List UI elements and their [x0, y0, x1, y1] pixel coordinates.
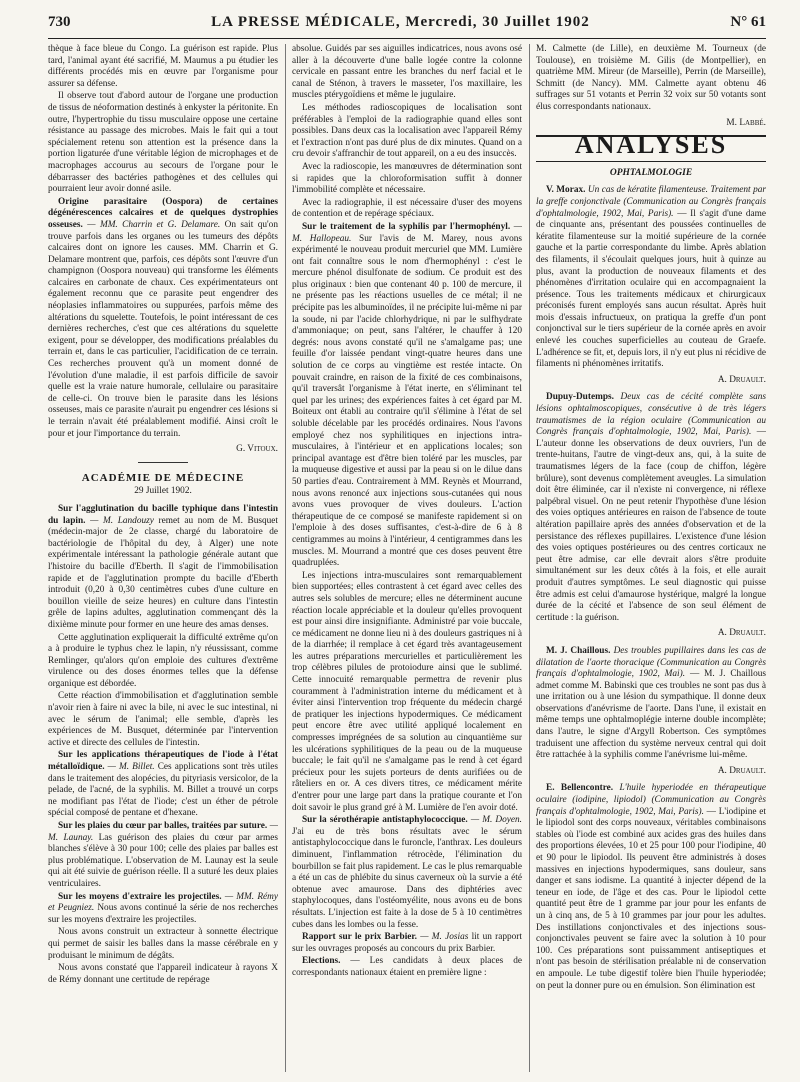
article	[292, 932, 522, 955]
column-divider	[285, 44, 286, 1072]
analyses-title: ANALYSES	[574, 130, 728, 160]
journal-title: LA PRESSE MÉDICALE, Mercredi, 30 Juillet 1902	[211, 14, 590, 30]
paragraph: Cette réaction d'immobilisation et d'agglutination semble n'avoir rien à faire ni avec la bile, ni avec le suc intestinal, ni avec le sérum de l'animal; elle semble, d'après les expériences de M. Busquet, déterminée par l'intervention active et directe des cellules de l'intestin.	[48, 691, 278, 748]
article-authors: — MM. Rémy et Peugniez.	[48, 891, 278, 914]
article-title: Sur le traitement de la syphilis par l'hermophényl.	[302, 221, 511, 232]
paragraph: Les méthodes radioscopiques de localisation sont préférables à l'emploi de la radiographie quand elles sont possibles. Dans deux cas la localisation avec l'appareil Rémy et l'extraction n'ont pas duré plus de dix minutes. Quand on a cru devoir s'affranchir de tout appareil, on a eu des insuccès.	[292, 102, 522, 160]
abstract	[536, 783, 766, 992]
article-text: Ces applications sont très utiles dans le traitement des alopécies, du pityriasis versicolor, de la pelade, de l'acné, de la syphilis. M. Billet a trouvé un corps ne modifiant pas l'état de l'iode; c'est un éther de pétrole spécial composé de pentane et d'hexane.	[48, 762, 278, 819]
abstract-title: Un cas de kératite filamenteuse. Traitement par la greffe conjonctivale (Communication au Congrès français d'ophtalmologie, 1902, Mai, Paris).	[536, 185, 766, 219]
abstract-title: L'huile hyperiodée en thérapeutique oculaire (iodipine, lipiodol) (Communication au Congrès français d'ophtalmologie, 1902, Mai, Paris).	[536, 783, 766, 817]
analyses-banner	[536, 130, 766, 162]
article-authors: — M. Josias	[420, 932, 469, 943]
article-text: remet au nom de M. Busquet (médecin-major de 2e classe, chargé du laboratoire de bactériologie de l'hôpital du dey, à Alger) une note expérimentale intéressant la pathologie générale autant que l'histoire du bacille d'Eberth. Il s'agit de l'immobilisation rapide et de l'agglutination prompte du bacille d'Eberth introduit (0,20 à 0,30 centimètres cubes d'une culture en bouillon vieille de seize heures) en culture dans l'intestin grêle de lapins adultes, agglutination commençant dès la dixième minute pour former en une heure des amas denses.	[48, 515, 278, 630]
signature: G. Vitoux.	[236, 444, 278, 455]
abstract-text: — L'auteur donne les observations de deux ouvriers, l'un de trente-huitans, l'autre de vingt-deux ans, qui, à la suite de traumatismes légers de la face (coup de chiffon, légère brûlure), sont devenus complètement aveugles. La simulation doit être éliminée, car il n'existe ni convergence, ni réflexe palpébral visuel. On ne peut retenir l'hypothèse d'une lésion des voies optiques antérieures en raison de l'absence de toute altération papillaire après des années d'observation et de la persistance des réflexes pupillaires. L'existence d'une lésion des voies optiques postérieures ou des centres corticaux ne peut être admise, car elle devrait alors s'être produite simultanément sur les deux côtés à la fois, et elle aurait produit d'autres symptômes. Le seul diagnostic qui puisse être admis est celui d'amaurose hystérique, malgré la longue durée de la cécité et l'absence de son seul élément de certitude : la guérison.	[536, 427, 766, 623]
article-text: Las guérison des plaies du cœur par armes blanches s'élève à 30 pour 100; celle des plaies par balles est plus problématique. L'observation de M. Launay est la seule qui ait été suivie de guérison réelle. Il a suturé les deux plaies ventriculaires.	[48, 832, 278, 889]
article	[48, 892, 278, 927]
article-title: Origine parasitaire (Oospora) de certaines dégénérescences calcaires et de quelques dystrophies osseuses.	[48, 196, 278, 230]
article-authors: — M. Launay.	[48, 821, 278, 843]
article-text: Nous avons continué la série de nos recherches sur les moyens d'extraire les projectiles.	[48, 903, 278, 925]
abstract	[536, 646, 766, 762]
paragraph: absolue. Guidés par ses aiguilles indicatrices, nous avons osé aller à la découverte d'une balle logée contre la colonne cervicale en passant entre les branches du nerf facial et le canal de Sténon, à travers le masseter, l'os maxillaire, les muscles ptérygoïdiens et même le jugulaire.	[292, 44, 522, 101]
article	[48, 504, 278, 632]
paragraph: thèque à face bleue du Congo. La guérison est rapide. Plus tard, l'animal ayant été sacrifié, M. Maumus a pu étudier les différents procédés mis en œuvre par l'organisme pour assurer sa défense.	[48, 44, 278, 89]
abstract-author: E. Bellencontre.	[546, 783, 614, 794]
article-text: — Les candidats à deux places de correspondants nationaux étaient en première ligne :	[292, 956, 522, 978]
paragraph: Il observe tout d'abord autour de l'organe une production de tissus de néoformation destinés à enkyster la péritonite. En outre, l'hypertrophie du tissu musculaire oppose une certaine résistance au passage des microbes. Mais le fait qui a tout spécialement retenu son attention est la présence dans la portion ligaturée d'une véritable légion de microphages et de macrophages accourus au secours de l'organe pour le débarrasser des bactéries pathogènes et des cellules qui pourraient leur avoir donné asile.	[48, 91, 278, 195]
paragraph: Avec la radioscopie, les manœuvres de détermination sont si rapides que la chloroformisation suffit à donner l'immobilité complète et nécessaire.	[292, 161, 522, 196]
columns	[48, 44, 766, 1072]
abstract	[536, 392, 766, 624]
abstract-title: Des troubles pupillaires dans les cas de dilatation de l'aorte thoracique (Communication au Congrès français d'ophtalmologie, 1902, Mai).	[536, 645, 766, 680]
article-title: Sur la sérothérapie antistaphylococcique.	[302, 815, 468, 826]
article	[48, 821, 278, 891]
article-authors: — M. Doyen.	[470, 815, 522, 826]
article-authors: — M. Landouzy	[90, 515, 154, 526]
page-header	[48, 14, 766, 36]
paragraph: Avec la radiographie, il est nécessaire d'user des moyens de contention et de repérage spéciaux.	[292, 197, 522, 220]
header-rule	[48, 38, 766, 39]
article-text: J'ai eu de très bons résultats avec le sérum antistaphylococcique dans le furoncle, l'anthrax. Les douleurs diminuent, l'inflammation rétrocède, l'élimination du bourbillon se fait plus rapidement. Le cas le plus remarquable a été un cas de phlébite du sinus caverneux où la survie a été obtenue avec amaurose. Dans des diphtéries avec staphylocoques, dans l'ostéomyélite, nous avons eu de bons résultats. L'injection est faite à la dose de 5 à 10 centimètres cubes dans les lombes ou la fesse.	[292, 826, 522, 930]
article-text: lit un rapport sur les ouvrages proposés au concours du prix Barbier.	[292, 932, 522, 954]
abstract-text: — M. J. Chaillous admet comme M. Babinski que ces troubles ne sont pas dus à une irritation ou à une lésion du sympathique. Il donne deux observations d'anévrisme de l'aorte. Dans l'une, il existait en même temps une ophtalmoplégie interne double incomplète; dans l'autre, le signe d'Argyll Robertson. Ces symptômes traduisent une affection du système nerveux central qui doit être rattachée à la syphilis comme l'anévrisme lui-même.	[536, 669, 766, 761]
article	[292, 222, 522, 570]
article	[48, 197, 278, 440]
column-divider	[529, 44, 530, 1072]
abstract-text: — L'iodipine et le lipiodol sont des corps nouveaux, véritables combinaisons stables où l'iode est combiné aux acides gras des huiles dans des proportions élevées, 10 et 25 pour 100 pour l'iodipine, 40 et 90 pour le lipiodol. Ils peuvent être administrés à doses massives en injections hypodermiques, sans douleur, sans danger et sans iodisme. La quantité à injecter dépend de la teneur en iode, de l'âge et des cas. Pour le lipiodol cette quantité peut être de 1 gramme par jour pour les enfants de un à cinq ans, de 5 à 10 grammes par jour pour les adultes. Des instillations conjonctivales et des injections sous-conjonctivales peuvent se faire avec la solution à 10 pour 100. Ces préparations sont puissamment antiseptiques et n'ont pas besoin de stérilisation préalable ni de conservation en ampoule. Le tube digestif tolère bien l'huile hyperiodée; on peut la donner pure ou en émulsion. Son élimination est	[536, 806, 766, 991]
article-authors: — M. Hallopeau.	[292, 221, 522, 244]
article-text: On sait qu'on trouve parfois dans les organes ou les tumeurs des dépôts calcaires dont on ignore les causes. MM. Charrin et G. Delamare montrent que, parfois, ces dépôts sont l'œuvre d'un champignon (Oospora nouveau) qui transforme les éléments calcaires en carbonate de chaux. Ces expérimentateurs ont également reconnu que ce parasite peut engendrer des néoplasies inflammatoires ou suppurées, parfois même des altérations du squelette. Toutefois, le point intéressant de ces dernières recherches, c'est que ces altérations du squelette exigent, pour se développer, des modifications préalables du terrain et, dans le cas particulier, l'acidification de ce terrain. Ces recherches prouvent qu'à un moment donné de l'évolution d'une maladie, il est parfois difficile de savoir quelle est la vraie nature humorale, cellulaire ou parasitaire de celle-ci. On trouve bien le parasite dans les lésions osseuses, mais ce parasite n'aurait pu engendrer ces lésions si le terrain n'avait été préalablement modifié. Ainsi croît le pour et jour l'importance du terrain.	[48, 219, 278, 439]
signature: A. Druault.	[717, 374, 766, 385]
article-authors: — MM. Charrin et G. Delamare.	[87, 219, 221, 230]
abstract-author: V. Morax.	[546, 185, 586, 196]
abstract-title: Deux cas de cécité complète sans lésions ophtalmoscopiques, consécutive à de très légers traumatismes de la région oculaire (Communication au Congrès français d'ophtalmologie, 1902, Mai, Paris).	[536, 392, 766, 438]
article-authors: — M. Billet.	[107, 762, 155, 773]
abstract-author: M. J. Chaillous.	[546, 645, 611, 656]
paragraph: Cette agglutination expliquerait la difficulté extrême qu'on a à produire le typhus chez le lapin, n'y réussissant, comme Remlinger, qu'alors qu'on emploie des cultures d'extrême virulence ou des doses énormes telles que la défense organique est débordée.	[48, 632, 278, 689]
rubric-title: OPHTALMOLOGIE	[609, 167, 693, 178]
column-3	[536, 44, 766, 1072]
paragraph: M. Calmette (de Lille), en deuxième M. Tourneux (de Toulouse), en troisième M. Gilis (de Montpellier), en quatrième MM. Mireur (de Marseille), Perrin (de Marseille), Schmitt (de Nancy). MM. Calmette ayant obtenu 46 suffrages sur 51 votants et Perrin 32 voix sur 50 votants sont élus correspondants nationaux.	[536, 44, 766, 112]
section-date: 29 Juillet 1902.	[134, 486, 192, 497]
paragraph: Nous avons construit un extracteur à sonnette électrique qui permet de saisir les balles dans la masse cérébrale en y produisant le minimum de dégâts.	[48, 927, 278, 961]
article-text: Sur l'avis de M. Marey, nous avons expérimenté le nouveau produit mercuriel que MM. Lumière ont fait connaître sous le nom d'hermophényl : c'est le mercure phénol disulfonate de sodium. Ce produit est des plus originaux : bien que contenant 40 p. 100 de mercure, il ne présente pas les réactions usuelles de ce métal; il ne précipite pas les albuminoïdes, il ne précipite lui-même ni par la soude, ni par l'acide chlorhydrique, ni par le sulfhydrate d'ammoniaque; on peut, sans l'altérer, le chauffer à 120 degrés: nous avons constaté qu'il ne s'amalgame pas; une feuille d'or laissée pendant vingt-quatre heures dans une solution de ce corps au vingtième est restée intacte. On pouvait craindre, en raison de la fixité de ces combinaisons, qu'il traversât l'organisme à l'état inerte, en s'éliminant tel quel par les urines; des expériences faites à cet égard par M. Boiteux ont établi au contraire qu'il s'élimine à l'état de sel soluble décelable par les procédés ordinaires. Nous l'avons employé chez nos syphilitiques en injections intra-musculaires, à l'intérieur et en applications locales; son principal avantage est d'être bien toléré par les muscles, par la muqueuse digestive et aussi par la peau si on le dilue dans 50 parties d'eau. Contrairement à MM. Reynès et Mourrand, nous avons renoncé aux injections sous-cutanées qui nous avons vues provoquer de vives douleurs. L'action thérapeutique de ce composé se manifeste rapidement si on l'emploie à des doses suffisantes, c'est-à-dire de 6 à 8 centigrammes au moins à l'intérieur, 4 centigrammes dans les muscles. M. Mourrand a montré que ces doses peuvent être quadruplées.	[292, 233, 522, 569]
abstract-author: Dupuy-Dutemps.	[546, 392, 614, 403]
paragraph: Les injections intra-musculaires sont remarquablement bien supportées; elles contrastent à cet égard avec celles des autres sels solubles de mercure; elles ne déterminent aucune réaction locale appréciable et la douleur qu'elles provoquent est pour ainsi dire insignifiante. Administré par voie buccale, ce médicament ne donne lieu ni à des douleurs gastriques ni à de la diarrhée; il remplace à cet égard très avantageusement les autres préparations mercurielles et particulièrement les trop célèbres pilules de protoiodure ainsi que le sublimé. Cette innocuité remarquable permettra de revenir plus couramment à l'administration interne du médicament et à éviter ainsi l'intervention trop fréquente du médecin chargé de pratiquer les injections hypodermiques. Ce médicament peut encore être avec utilité appliqué localement en compresses imprégnées de sa solution au cinquantième sur les ulcérations syphilitiques de la peau ou de la muqueuse buccale; le fait qu'il ne s'amalgame pas le rend à cet égard précieux pour les sujets porteurs de dents aurifiées ou de râteliers en or. A ces divers titres, ce médicament mérite d'entrer pour une large part dans la pratique courante et l'on doit savoir le plus grand gré à M. Lumière de l'en avoir doté.	[292, 570, 522, 813]
article-title: Sur les applications thérapeutiques de l'iode à l'état métalloïdique.	[48, 750, 278, 773]
separator-rule	[138, 462, 188, 463]
section-title: ACADÉMIE DE MÉDECINE	[81, 471, 245, 484]
signature: A. Druault.	[717, 628, 766, 639]
article-title: Rapport sur le prix Barbier.	[302, 932, 418, 943]
article-title: Elections.	[302, 956, 341, 967]
article-title: Sur les moyens d'extraire les projectiles.	[58, 891, 222, 902]
column-1	[48, 44, 278, 1072]
paragraph: Nous avons constaté que l'appareil indicateur à rayons X de Rémy donnant une certitude de repérage	[48, 963, 278, 985]
article	[292, 956, 522, 979]
abstract	[536, 185, 766, 371]
issue-number: N° 61	[730, 14, 766, 30]
abstract-text: — Il s'agit d'une dame de cinquante ans, présentant des poussées continuelles de kératite filamenteuse sur la moitié supérieure de la cornée gauche et la partie correspondante du limbe. Après ablation des filaments, il s'écoulait quelques jours, huit à quinze au plus, avant la production de nouveaux filaments et des phénomènes d'irritation oculaire qui en accompagnaient la présence. Tous les traitements médicaux et chirurgicaux préconisés furent employés sans aucun résultat. Après huit mois d'essais infructueux, on pratiqua la greffe d'un pont conjonctival sur le tiers supérieur de la cornée après en avoir enlevé les couches superficielles au couteau de Graefe. L'adhérence se fit, et, depuis lors, il n'y eut plus ni récidive de filaments ni phénomènes irritatifs.	[536, 208, 766, 370]
article-title: Sur l'agglutination du bacille typhique dans l'intestin du lapin.	[48, 503, 278, 526]
article-title: Sur les plaies du cœur par balles, traitées par suture.	[58, 821, 268, 831]
article	[292, 815, 522, 931]
article	[48, 750, 278, 820]
page-number: 730	[48, 14, 71, 30]
signature: M. Labbé.	[726, 117, 766, 128]
signature: A. Druault.	[717, 765, 766, 776]
column-2	[292, 44, 522, 1072]
